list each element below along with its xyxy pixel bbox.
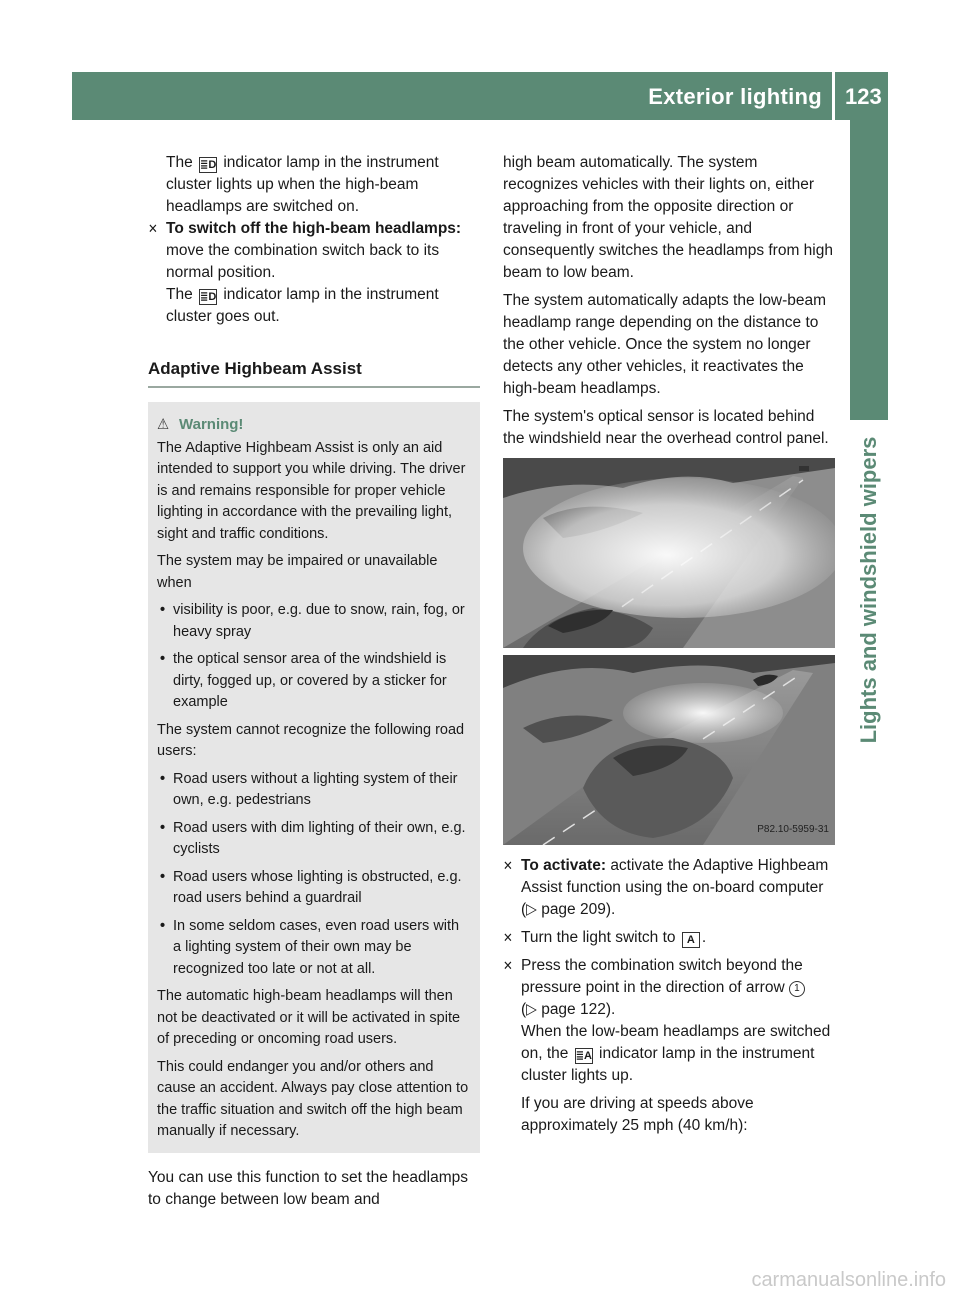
right-column xyxy=(503,152,835,1137)
auto-light-icon: A xyxy=(682,932,700,948)
body-paragraph: You can use this function to set the headlamps to change between low beam and xyxy=(148,1168,468,1208)
body-paragraph: high beam automatically. The system recognizes vehicles with their lights on, either approaching from the opposite direction or traveling in front of your vehicle, and consequently switches the headlamps from high beam to low beam. xyxy=(503,154,833,281)
list-item-text: In some seldom cases, even road users with a lighting system of their own may be recognized too late or not at all. xyxy=(173,917,460,977)
high-beam-lamp-icon: ≣D xyxy=(200,291,217,303)
warning-paragraph: The system may be impaired or unavailable when xyxy=(157,553,438,591)
step-text: Press the combination switch beyond the pressure point in the direction of arrow xyxy=(521,957,803,996)
list-item-text: the optical sensor area of the windshield is dirty, fogged up, or covered by a sticker for example xyxy=(173,651,447,710)
list-item xyxy=(157,867,471,910)
step-text-end: . xyxy=(701,929,707,946)
warning-paragraph: The Adaptive Highbeam Assist is only an aid intended to support you while driving. The driver is and remains responsible for proper vehicle lighting in accordance with the prevailing light, sight and traffic conditions. xyxy=(157,439,466,542)
page-title: Exterior lighting xyxy=(648,84,822,109)
warning-paragraph: This could endanger you and/or others and cause an accident. Always pay close attention to the traffic situation and switch off the high beam manually if necessary. xyxy=(157,1058,469,1139)
list-item-text: Road users whose lighting is obstructed, e.g. road users behind a guardrail xyxy=(173,868,462,906)
photo-code: P82.10-5959-31 xyxy=(757,824,829,835)
step-text: When the low-beam headlamps are switched on, the xyxy=(521,1023,831,1062)
list-item xyxy=(157,649,471,714)
step-text: indicator lamp in the instrument cluster lights up. xyxy=(521,1045,815,1084)
intro-paragraph xyxy=(148,152,480,218)
step-text: activate the Adaptive Highbeam Assist function using the on-board computer (▷ page 209). xyxy=(521,857,829,918)
list-item xyxy=(157,916,471,981)
side-title xyxy=(850,420,888,760)
step-light-switch xyxy=(503,927,835,949)
step-arrow-icon: ✕ xyxy=(148,221,158,236)
highbeam-illustration-svg xyxy=(503,458,835,845)
step-after-b: indicator lamp in the instrument cluster goes out. xyxy=(166,286,439,325)
left-column xyxy=(148,152,480,1211)
warning-triangle-icon: ⚠ xyxy=(157,416,170,433)
bullet-icon: • xyxy=(160,602,166,618)
step-title: To switch off the high-beam headlamps: xyxy=(166,220,462,237)
bullet-icon: • xyxy=(160,770,166,787)
intro-text-a: The xyxy=(166,154,193,171)
side-title-text: Lights and windshield wipers xyxy=(856,436,881,744)
list-item xyxy=(157,769,471,812)
list-item-text: Road users without a lighting system of their own, e.g. pedestrians xyxy=(173,770,458,808)
step-page-ref: (▷ page 122). xyxy=(521,1001,616,1018)
list-item xyxy=(157,818,471,861)
list-item-text: visibility is poor, e.g. due to snow, rain, fog, or heavy spray xyxy=(173,602,465,640)
header-divider xyxy=(832,72,835,120)
highbeam-illustration xyxy=(503,458,835,845)
bullet-icon: • xyxy=(160,868,166,885)
side-tab xyxy=(850,120,888,420)
step-title: To activate: xyxy=(521,857,606,874)
step-arrow-icon: ✕ xyxy=(503,858,513,873)
list-item-text: Road users with dim lighting of their own, e.g. cyclists xyxy=(173,819,466,857)
bullet-icon: • xyxy=(160,917,166,934)
step-text: If you are driving at speeds above approximately 25 mph (40 km/h): xyxy=(521,1095,754,1134)
warning-title xyxy=(157,414,471,436)
step-arrow-icon: ✕ xyxy=(503,930,513,945)
step-arrow-icon: ✕ xyxy=(503,958,513,973)
intro-text-b: indicator lamp in the instrument cluster lights up when the high-beam headlamps are switched on. xyxy=(166,154,439,215)
adaptive-beam-lamp-icon: ≣A xyxy=(575,1050,592,1062)
step-text: move the combination switch back to its normal position. xyxy=(166,242,440,281)
watermark: carmanualsonline.info xyxy=(751,1269,946,1291)
high-beam-lamp-icon: ≣D xyxy=(200,159,217,171)
step-activate xyxy=(503,855,835,921)
step-after-a: The xyxy=(166,286,193,303)
step-switch-off xyxy=(148,218,480,328)
warning-paragraph: The system cannot recognize the following road users: xyxy=(157,721,465,759)
bullet-icon: • xyxy=(160,819,166,836)
step-combination-switch xyxy=(503,955,835,1137)
page-number: 123 xyxy=(845,84,882,109)
section-title: Adaptive Highbeam Assist xyxy=(148,358,480,388)
warning-title-text: Warning! xyxy=(179,416,244,433)
bullet-icon: • xyxy=(160,651,166,667)
warning-paragraph: The automatic high-beam headlamps will then not be deactivated or it will be activated in spite of preceding or oncoming road users. xyxy=(157,988,461,1047)
arrow-number-icon: 1 xyxy=(789,981,805,997)
body-paragraph: The system automatically adapts the low-beam headlamp range depending on the distance to the other vehicle. Once the system no longer detects any other vehicles, it reactivates the high-beam headlamps. xyxy=(503,292,827,397)
body-paragraph: The system's optical sensor is located behind the windshield near the overhead control panel. xyxy=(503,408,829,447)
list-item xyxy=(157,600,471,643)
step-text: Turn the light switch to xyxy=(521,929,676,946)
warning-box xyxy=(148,402,480,1153)
